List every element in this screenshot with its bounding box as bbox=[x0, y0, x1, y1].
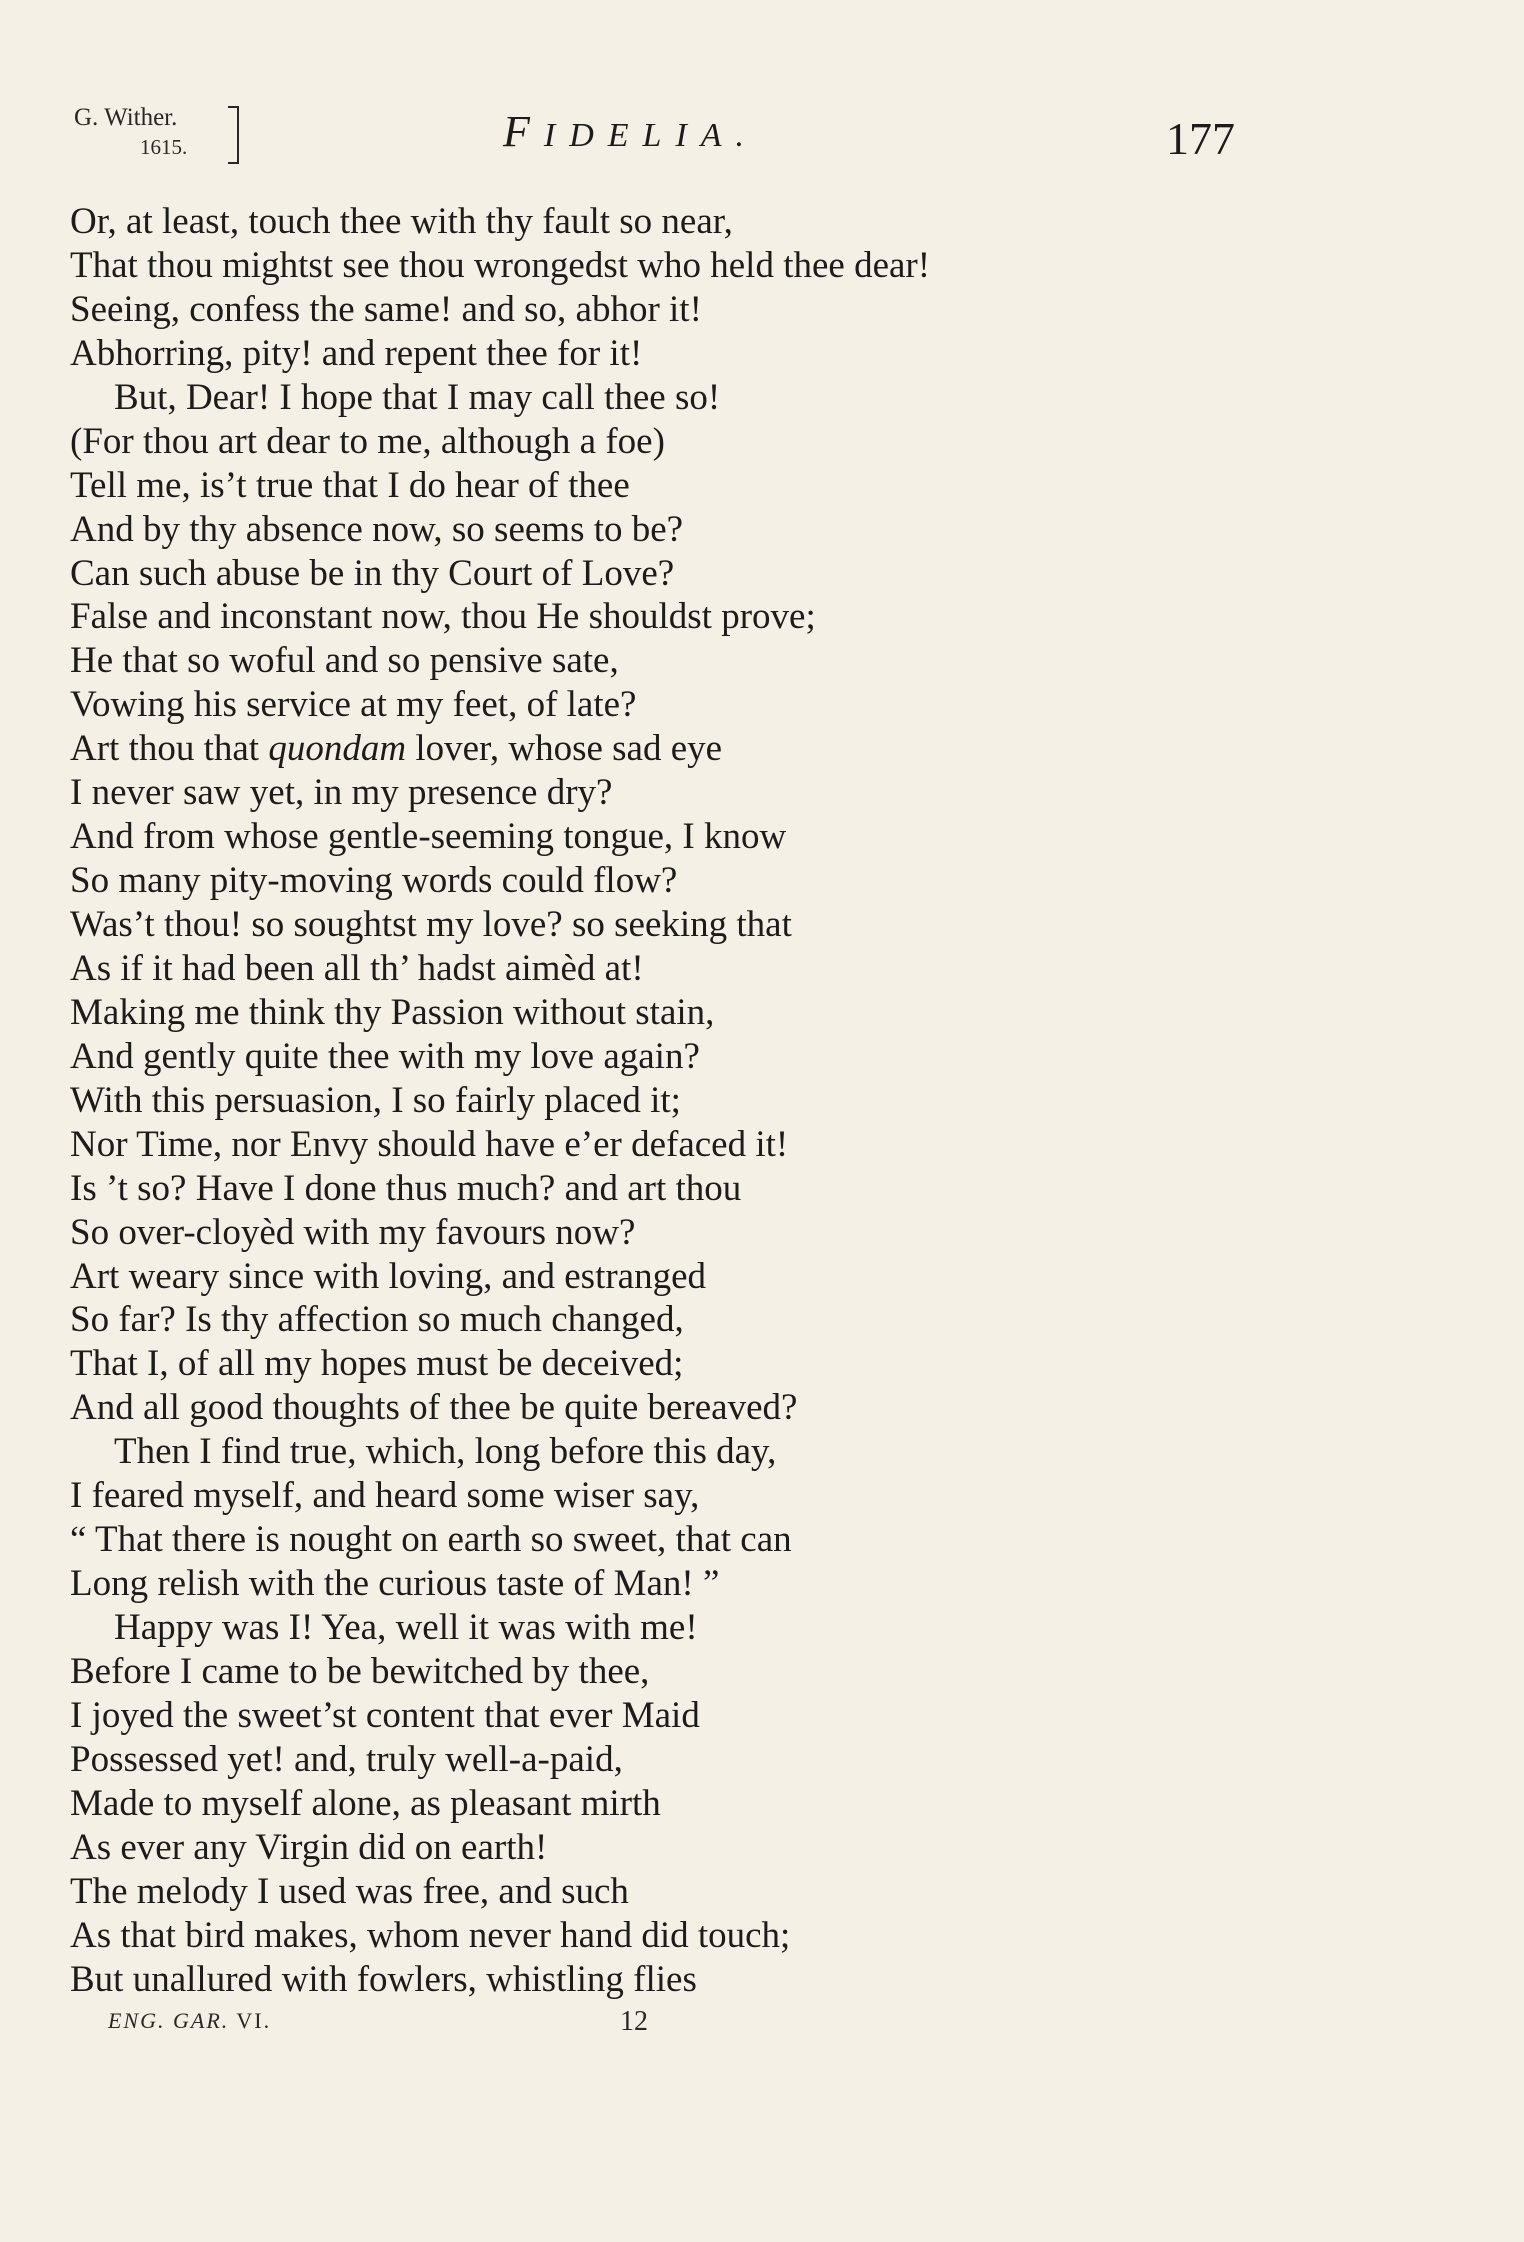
signature-mark bbox=[108, 2008, 271, 2034]
poem-line: Seeing, confess the same! and so, abhor it! bbox=[70, 288, 702, 330]
poem-line: “ That there is nought on earth so sweet, that can bbox=[70, 1519, 792, 1561]
title-rest: IDELIA. bbox=[543, 117, 759, 154]
italic-word: quondam bbox=[268, 728, 407, 770]
poem-line: Or, at least, touch thee with thy fault so near, bbox=[70, 201, 733, 242]
poem-line: As if it had been all th’ hadst aimèd at! bbox=[70, 947, 644, 989]
poem-line: So over-cloyèd with my favours now? bbox=[70, 1211, 636, 1253]
poem-line: Was’t thou! so soughtst my love? so seeking that bbox=[70, 904, 792, 945]
poem-text bbox=[70, 200, 1310, 2001]
poem-line: That thou mightst see thou wrongedst who held thee dear! bbox=[70, 244, 931, 286]
poem-line bbox=[70, 727, 1310, 771]
poem-line: Tell me, is’t true that I do hear of thee bbox=[70, 464, 630, 506]
poem-line: I feared myself, and heard some wiser say, bbox=[70, 1475, 700, 1517]
poem-line: And gently quite thee with my love again? bbox=[70, 1035, 700, 1077]
poem-line: Happy was I! Yea, well it was with me! bbox=[114, 1607, 698, 1648]
poem-line: Before I came to be bewitched by thee, bbox=[70, 1650, 650, 1692]
poem-line: Long relish with the curious taste of Man! ” bbox=[70, 1563, 720, 1605]
poem-line: Is ’t so? Have I done thus much? and art thou bbox=[70, 1167, 742, 1209]
title-initial: F bbox=[503, 107, 544, 156]
poem-line: As ever any Virgin did on earth! bbox=[70, 1826, 548, 1868]
poem-line: And by thy absence now, so seems to be? bbox=[70, 508, 684, 550]
poem-line: As that bird makes, whom never hand did touch; bbox=[70, 1914, 791, 1956]
line-start: Art thou that bbox=[70, 728, 260, 770]
poem-line: With this persuasion, I so fairly placed it; bbox=[70, 1079, 681, 1121]
poem-line: And all good thoughts of thee be quite bereaved? bbox=[70, 1387, 798, 1429]
poem-line: Then I find true, which, long before this day, bbox=[114, 1431, 777, 1473]
signature-text: ENG. GAR. bbox=[108, 2008, 230, 2033]
poem-line: (For thou art dear to me, although a foe) bbox=[70, 420, 665, 462]
signature-number: 12 bbox=[620, 2006, 648, 2037]
running-head-title bbox=[503, 106, 758, 157]
poem-line: So many pity-moving words could flow? bbox=[70, 860, 678, 902]
author-name: G. Wither. bbox=[74, 104, 178, 131]
author-year: 1615. bbox=[140, 135, 188, 159]
poem-line: And from whose gentle-seeming tongue, I know bbox=[70, 816, 787, 858]
poem-line: Nor Time, nor Envy should have e’er defaced it! bbox=[70, 1123, 789, 1165]
page-number: 177 bbox=[1166, 113, 1235, 164]
poem-line: But unallured with fowlers, whistling flies bbox=[70, 1958, 697, 2000]
poem-line: So far? Is thy affection so much changed, bbox=[70, 1299, 684, 1341]
poem-line: The melody I used was free, and such bbox=[70, 1870, 629, 1912]
poem-line: Vowing his service at my feet, of late? bbox=[70, 684, 637, 726]
poem-line: Can such abuse be in thy Court of Love? bbox=[70, 552, 675, 594]
bracket-mark bbox=[228, 106, 239, 164]
poem-line: He that so woful and so pensive sate, bbox=[70, 640, 619, 682]
poem-line: But, Dear! I hope that I may call thee so! bbox=[114, 376, 721, 418]
poem-line: Art weary since with loving, and estranged bbox=[70, 1255, 707, 1297]
running-head-author bbox=[74, 104, 244, 164]
line-end: lover, whose sad eye bbox=[415, 728, 723, 770]
poem-line: I joyed the sweet’st content that ever Maid bbox=[70, 1694, 700, 1736]
poem-line: Making me think thy Passion without stain, bbox=[70, 991, 715, 1033]
poem-line: False and inconstant now, thou He shouldst prove; bbox=[70, 596, 816, 638]
signature-volume: VI. bbox=[236, 2008, 272, 2033]
poem-line: I never saw yet, in my presence dry? bbox=[70, 772, 613, 814]
poem-line: Possessed yet! and, truly well-a-paid, bbox=[70, 1738, 623, 1780]
poem-line: That I, of all my hopes must be deceived; bbox=[70, 1343, 684, 1385]
poem-line: Abhorring, pity! and repent thee for it! bbox=[70, 332, 643, 374]
poem-line: Made to myself alone, as pleasant mirth bbox=[70, 1782, 661, 1824]
